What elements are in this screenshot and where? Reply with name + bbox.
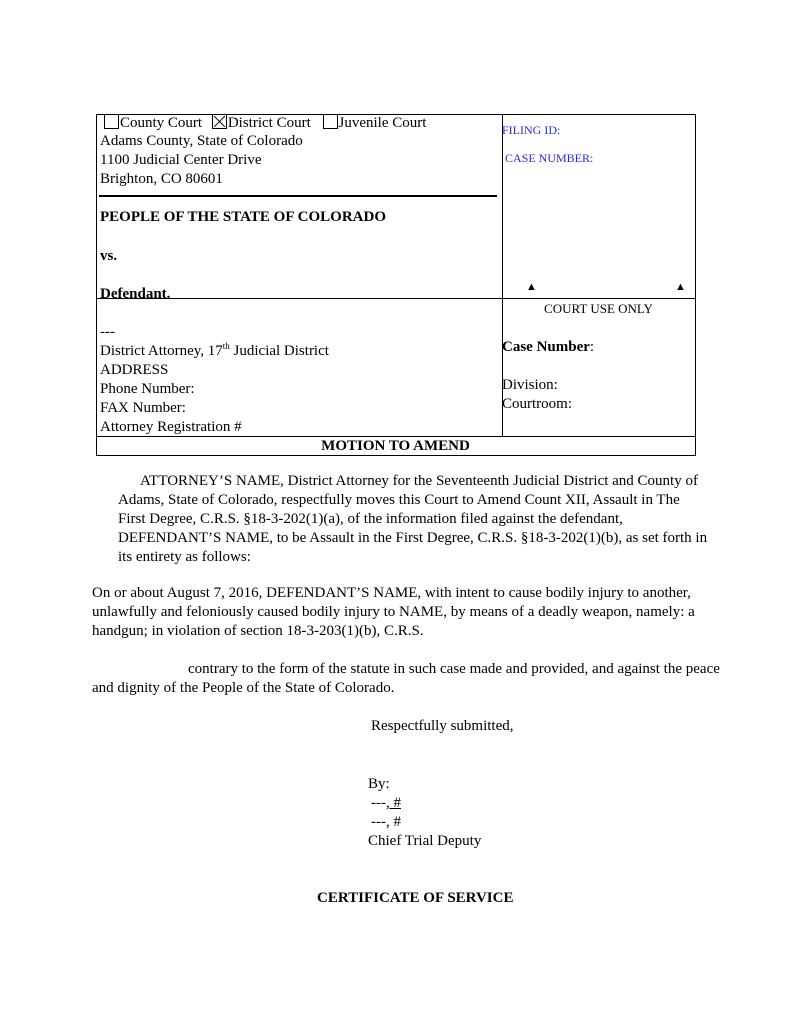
courtroom-label: Courtroom: [502,396,572,412]
attorney-phone: Phone Number: [100,381,195,397]
court-address-line: 1100 Judicial Center Drive [100,152,262,168]
court-use-only-label: COURT USE ONLY [544,301,653,316]
paragraph-line: and dignity of the People of the State of Colorado. [92,680,395,696]
defendant-label: Defendant. [100,286,171,298]
juvenile-court-checkbox[interactable] [323,114,338,129]
district-court-label: District Court [227,115,311,131]
county-court-checkbox[interactable] [104,114,119,129]
court-address [100,132,303,189]
by-label: By: [368,776,390,792]
certificate-heading: CERTIFICATE OF SERVICE [317,890,514,906]
attorney-address: ADDRESS [100,362,169,378]
motion-title: MOTION TO AMEND [321,438,470,454]
attorney-title: District Attorney, 17th Judicial District [100,341,329,359]
court-address-line: Adams County, State of Colorado [100,133,303,149]
up-arrow-icon: ▲ [675,281,686,293]
signature-line: ---, # [371,814,401,830]
statute-paragraph [92,660,772,698]
paragraph-line: First Degree, C.R.S. §18-3-202(1)(a), of the information filed against the defendant, [118,511,623,527]
attorney-name-placeholder: --- [100,324,115,340]
division-label: Division: [502,377,558,393]
paragraph-line: DEFENDANT’S NAME, to be Assault in the First Degree, C.R.S. §18-3-202(1)(b), as set forth in [118,530,708,546]
case-number-label: Case Number: [502,339,595,355]
case-number-top-label: CASE NUMBER: [505,151,594,165]
filing-id-label: FILING ID: [502,123,561,137]
attorney-fax: FAX Number: [100,400,186,416]
up-arrow-icon: ▲ [526,281,537,293]
juvenile-court-label: Juvenile Court [338,115,427,131]
paragraph-line: On or about August 7, 2016, DEFENDANT’S NAME, with intent to cause bodily injury to another, [92,585,691,601]
paragraph-line: unlawfully and feloniously caused bodily injury to NAME, by means of a deadly weapon, namely: a [92,604,695,620]
charge-paragraph [92,584,752,641]
attorney-registration: Attorney Registration # [100,419,242,435]
court-address-line: Brighton, CO 80601 [100,171,223,187]
district-court-checkbox[interactable] [212,114,227,129]
court-type-row [104,114,426,133]
court-address-rule [99,195,497,197]
signature-title: Chief Trial Deputy [368,833,482,849]
versus-label: vs. [100,248,118,264]
motion-paragraph [118,472,758,567]
paragraph-line: its entirety as follows: [118,549,251,565]
paragraph-line: ATTORNEY’S NAME, District Attorney for the Seventeenth Judicial District and County of [140,473,698,489]
signature-line: ---, # [371,795,401,811]
attorney-block [100,323,329,437]
closing-text: Respectfully submitted, [371,718,514,734]
signature-block [368,775,481,851]
caption-divider-upper [96,298,695,299]
plaintiff-name: PEOPLE OF THE STATE OF COLORADO [100,209,387,225]
paragraph-line: Adams, State of Colorado, respectfully moves this Court to Amend Count XII, Assault in The [118,492,680,508]
paragraph-line: contrary to the form of the statute in such case made and provided, and against the peace [188,661,720,677]
paragraph-line: handgun; in violation of section 18-3-203(1)(b), C.R.S. [92,623,424,639]
county-court-label: County Court [120,115,203,131]
